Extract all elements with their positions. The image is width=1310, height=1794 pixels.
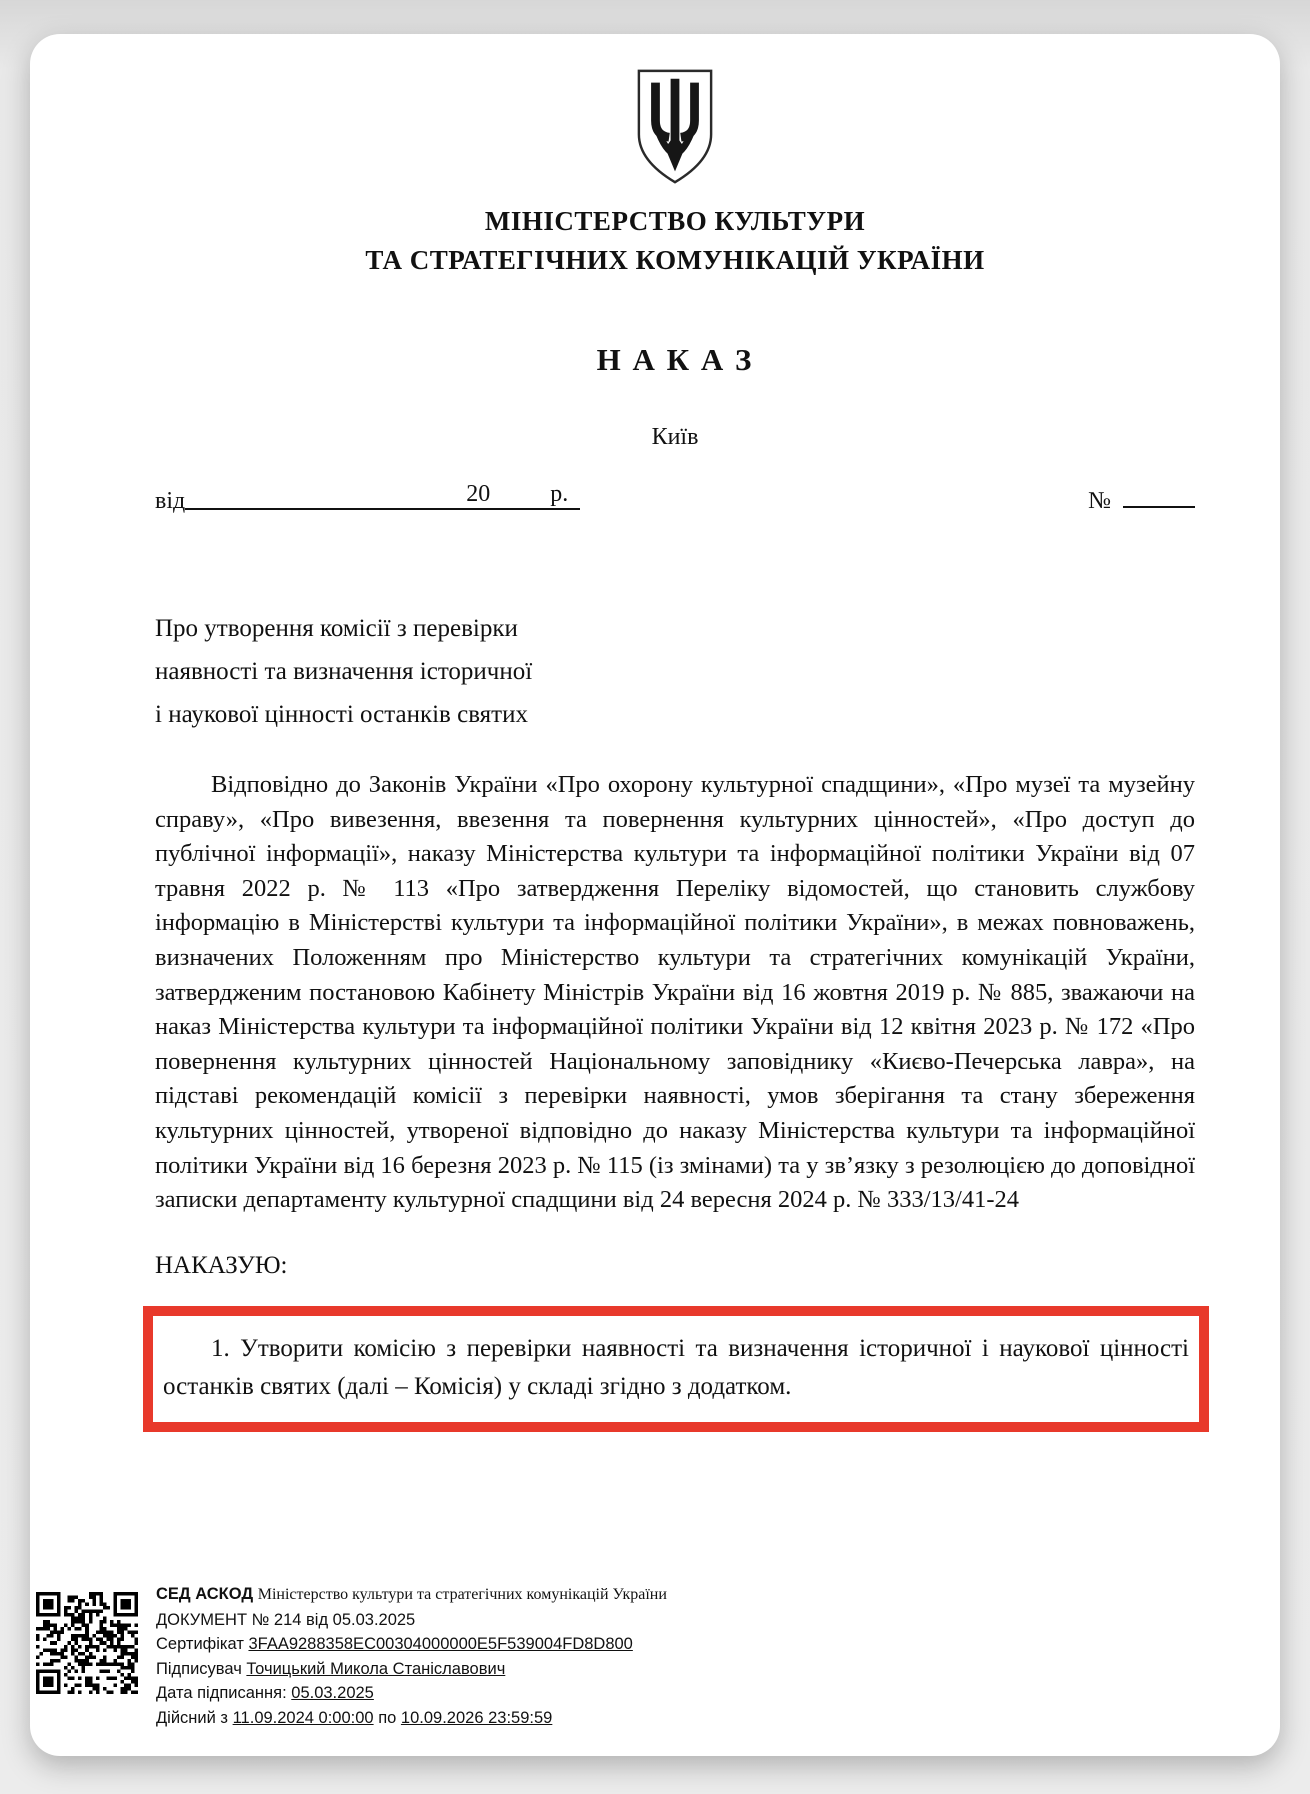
subject-line: і наукової цінності останків святих	[155, 701, 528, 728]
document-type-title: Н А К А З	[596, 342, 754, 377]
certificate-label: Сертифікат	[156, 1635, 244, 1653]
validity-prefix: Дійсний з	[156, 1708, 229, 1727]
date-year-prefix: 20	[466, 481, 491, 507]
order-item-1: 1. Утворити комісію з перевірки наявності та визначення історичної і наукової цінності останків святих (далі – Комісія) у складі згідно з додатком.	[163, 1334, 1189, 1400]
document-number-line: ДОКУМЕНТ № 214 від 05.03.2025	[156, 1610, 416, 1629]
validity-line	[156, 1706, 667, 1731]
signature-details	[156, 1582, 667, 1730]
number-label: №	[1088, 488, 1111, 514]
preamble-paragraph: Відповідно до Законів України «Про охорону культурної спадщини», «Про музеї та музейну справу», «Про вивезення, ввезення та повернення культурних цінностей», «Про доступ до публічної інформації», наказу Міністерства культури та інформаційної політики України від 07 травня 2022 р. № 113 «Про затвердження Переліку відомостей, що становить службову інформацію в Міністерстві культури та інформаційної політики України», в межах повноважень, визначених Положенням про Міністерство культури та стратегічних комунікацій України, затвердженим постановою Кабінету Міністрів України від 16 жовтня 2019 р. № 885, зважаючи на наказ Міністерства культури та інформаційної політики України від 12 квітня 2023 р. № 172 «Про повернення культурних цінностей Національному заповіднику «Києво-Печерська лавра», на підставі рекомендацій комісії з перевірки наявності, умов зберігання та стану збереження культурних цінностей, утвореної відповідно до наказу Міністерства культури та інформаційної політики України від 16 березня 2023 р. № 115 (із змінами) та у зв’язку з резолюцією до доповідної записки департаменту культурної спадщини від 24 вересня 2024 р. № 333/13/41-24	[155, 771, 1195, 1214]
validity-to: 10.09.2026 23:59:59	[400, 1708, 553, 1727]
date-blank-line	[155, 481, 580, 515]
subject-line: Про утворення комісії з перевірки	[155, 615, 518, 642]
order-word: НАКАЗУЮ:	[155, 1251, 288, 1279]
sign-date-value: 05.03.2025	[291, 1684, 374, 1702]
signer-line	[156, 1657, 667, 1682]
ministry-name-line1: МІНІСТЕРСТВО КУЛЬТУРИ	[484, 206, 866, 236]
ukraine-coat-of-arms-icon	[626, 66, 724, 188]
number-blank-line	[1088, 482, 1195, 515]
validity-from: 11.09.2024 0:00:00	[232, 1708, 374, 1727]
number-blank	[1123, 482, 1195, 508]
sed-system-name: СЕД АСКОД	[156, 1585, 254, 1603]
sed-system-org: Міністерство культури та стратегічних комунікацій України	[257, 1586, 667, 1603]
sign-date-label: Дата підписання:	[156, 1684, 287, 1702]
highlight-box	[143, 1306, 1209, 1432]
city-label: Київ	[651, 424, 699, 450]
signature-footer	[36, 1582, 1200, 1730]
qr-code-icon	[36, 1592, 138, 1694]
date-number-row	[155, 481, 1195, 515]
document-page	[30, 34, 1280, 1756]
signer-label: Підписувач	[156, 1659, 242, 1678]
sign-date-line	[156, 1681, 667, 1706]
ministry-name-line2: ТА СТРАТЕГІЧНИХ КОМУНІКАЦІЙ УКРАЇНИ	[365, 245, 985, 275]
subject-line: наявності та визначення історичної	[155, 658, 533, 685]
signer-value: Точицький Микола Станіславович	[246, 1659, 506, 1678]
date-suffix: р.	[550, 481, 569, 507]
subject-block	[155, 607, 1195, 736]
date-prefix: від	[155, 488, 186, 514]
validity-mid: по	[378, 1708, 397, 1727]
sed-system-line	[156, 1582, 667, 1608]
certificate-value: 3FAA9288358EC00304000000E5F539004FD8D800	[248, 1635, 633, 1653]
certificate-line	[156, 1632, 667, 1657]
